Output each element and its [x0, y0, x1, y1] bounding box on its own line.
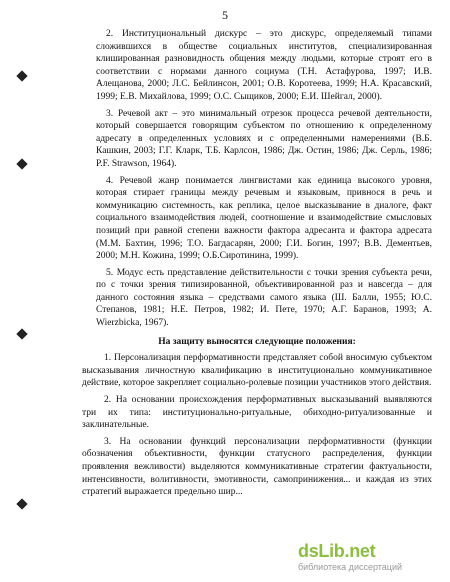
watermark-logo: dsLib.net [298, 541, 376, 561]
document-body [82, 28, 432, 503]
page-number: 5 [222, 8, 228, 22]
thesis-1: 1. Персонализация перформативности представляет собой вносимую субъектом высказывания личностную квалификацию в институционально коммуникативное действие, которое закрепляет социально-ролевые позиции участников этого действия. [82, 353, 432, 389]
margin-marks [18, 0, 36, 582]
definition-speech-genre: 4. Речевой жанр понимается лингвистами как единица высокого уровня, которая стирает границы между речевым и языковым, привнося в речь и коммуникацию системность, как реплика, целое высказывание в диалоге, факт социального взаимодействия людей, соотношение и взаимодействие смысловых позиций при равной степени важности фактора адресанта и фактора адресата (М.М. Бахтин, 1996; Т.О. Багдасарян, 2000; Г.И. Богин, 1997; В.В. Дементьев, 2000; М.Н. Кожина, 1999; О.Б.Сиротинина, 1999). [96, 175, 432, 262]
definition-institutional-discourse: 2. Институциональный дискурс – это дискурс, определяемый типами сложившихся в обществе социальных институтов, специализированная клишированная разновидность общения между людьми, которые строят его в соответствии с нормами данного социума (Т.Н. Астафурова, 1997; И.В. Алещанова, 2000; Л.С. Бейлинсон, 2001; О.В. Коротеева, 1999; Н.А. Красавский, 1999; Е.В. Михайлова, 1999; О.С. Сыщиков, 2000; Е.И. Шейгал, 2000). [96, 29, 432, 102]
thesis-3: 3. На основании функций персонализации перформативности (функции обозначения объективности, функции статусного распределения, функции проявления вежливости) выделяются коммуникативные стратегии фактуальности, интенсивности, волитивности, эмотивности, самопринижения... и каждая из этих стратегий выражается предельно шир... [82, 436, 432, 498]
definition-speech-act: 3. Речевой акт – это минимальный отрезок процесса речевой деятельности, который совершается говорящим субъектом по отношению к определенному адресату в определенных условиях и с определенными намерениями (В.Б. Кашкин, 2003; Г.Г. Кларк, Т.Б. Карлсон, 1986; Дж. Остин, 1986; Дж. Серль, 1986; P.F. Strawson, 1964). [96, 108, 432, 169]
definition-modus: 5. Модус есть представление действительности с точки зрения субъекта речи, по с точки зрения типизированной, объективированной раз и навсегда – для данного состояния языка – средствами самого языка (Ш. Балли, 1955; Ю.С. Степанов, 1981; Н.Е. Петров, 1982; И. Пете, 1970; А.Г. Баранов, 1993; A. Wierzbicka, 1967). [96, 267, 432, 329]
watermark-subtitle: библиотека диссертаций [298, 562, 403, 572]
thesis-2: 2. На основании происхождения перформативных высказываний выявляются три их типа: институционально-ритуальные, обиходно-ритуализованные и заклинательные. [82, 395, 432, 431]
section-heading: На защиту выносятся следующие положения: [158, 336, 356, 347]
watermark [294, 540, 444, 576]
